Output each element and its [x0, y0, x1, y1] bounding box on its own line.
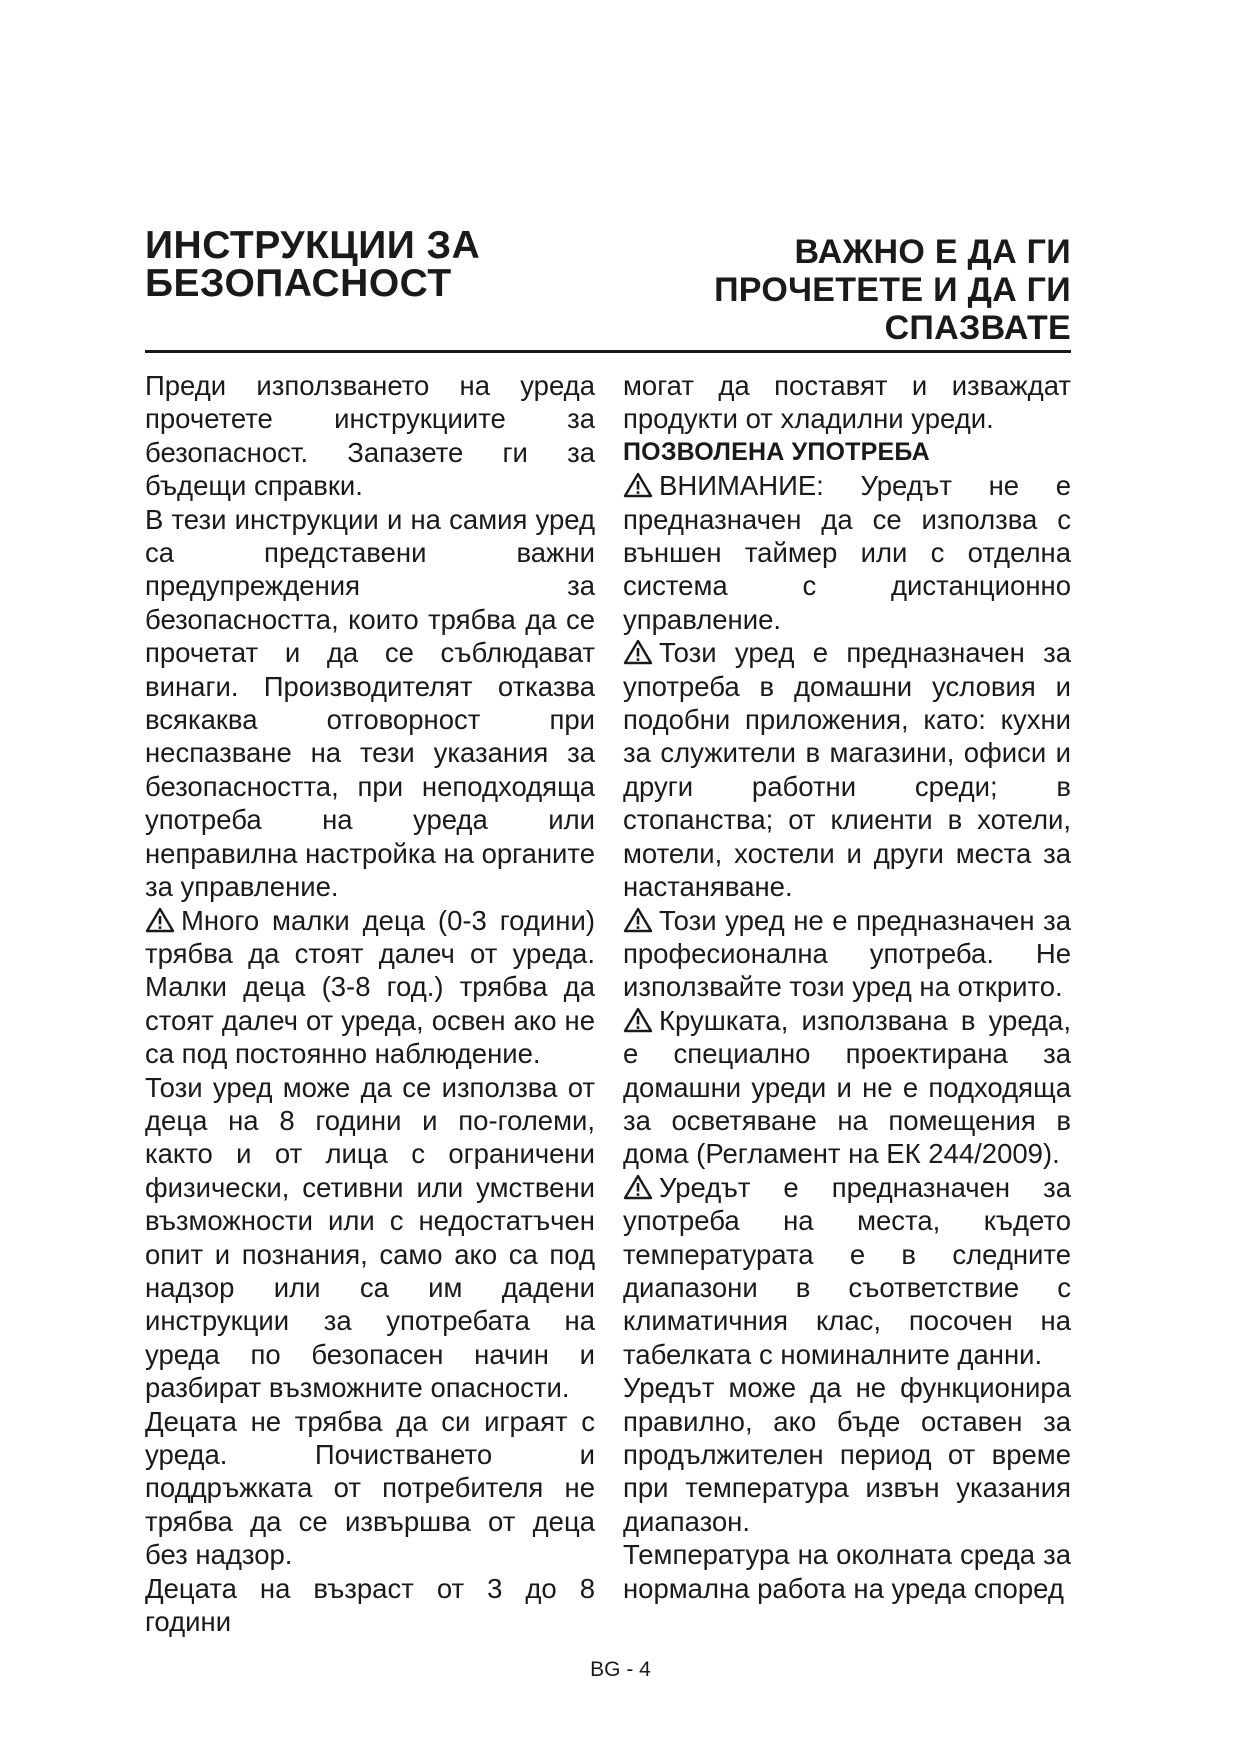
paragraph-ambient-temperature: Температура на околната среда за нормална работа на уреда според [623, 1539, 1071, 1604]
paragraph-bulb [623, 1004, 1071, 1171]
page-title-line-1: ИНСТРУКЦИИ ЗА [145, 224, 481, 267]
warning-triangle-icon [145, 907, 175, 933]
page-header [145, 225, 1071, 355]
paragraph-climate-class [623, 1171, 1071, 1371]
paragraph-children-over-8: Този уред може да се използва от деца на 8 години и по-големи, както и от лица с ограничени физически, сетивни или умствени възможности или с недостатъчен опит и познания, само ако са под надзор или са им дадени инструкции за употребата на уреда по безопасен начин и разбират възможните опасности. [145, 1071, 595, 1404]
page-subtitle-line-1: ВАЖНО Е ДА ГИ [794, 233, 1071, 271]
page-title-line-2: БЕЗОПАСНОСТ [145, 262, 452, 305]
paragraph-children-3-8: Децата на възраст от 3 до 8 години [145, 1572, 595, 1638]
paragraph-not-professional-text: Този уред не е предназначен за професионална употреба. Не използвайте този уред на открито. [623, 904, 1071, 1003]
paragraph-bulb-text: Крушката, използвана в уреда, е специално проектирана за домашни уреди и не е подходяща за осветяване на помещения в дома (Регламент на ЕК 244/2009). [623, 1004, 1071, 1170]
page-number: BG - 4 [590, 1658, 651, 1681]
paragraph-read-instructions: Преди използването на уреда прочетете инструкциите за безопасност. Запазете ги за бъдещи справки. [145, 370, 595, 502]
page-subtitle-line-2: ПРОЧЕТЕТЕ И ДА ГИ [714, 271, 1071, 309]
warning-triangle-icon [623, 639, 653, 665]
header-divider [145, 350, 1071, 353]
page-subtitle [714, 233, 1071, 347]
left-column [145, 369, 595, 1638]
paragraph-warnings-notice: В тези инструкции и на самия уред са представени важни предупреждения за безопасността, които трябва да се прочетат и да се съблюдават винаги. Производителят отказва всякаква отговорност при неспазване на тези указания за безопасността, при неподходяща употреба на уреда или неправилна настройка на органите за управление. [145, 503, 596, 903]
page-subtitle-line-3: СПАЗВАТЕ [884, 309, 1071, 347]
warning-triangle-icon [623, 1007, 653, 1033]
page-title [145, 224, 481, 305]
paragraph-household-use-text: Този уред е предназначен за употреба в домашни условия и подобни приложения, като: кухни за служители в магазини, офиси и други работни среди; в стопанства; от клиенти в хотели, мотели, хостели и други места за настаняване. [623, 637, 1071, 903]
warning-triangle-icon [623, 472, 653, 498]
paragraph-not-professional [623, 904, 1071, 1004]
paragraph-load-unload: могат да поставят и изваждат продукти от хладилни уреди. [623, 370, 1071, 435]
paragraph-small-children-text: Много малки деца (0-3 години) трябва да стоят далеч от уреда. Малки деца (3-8 год.) трябва да стоят далеч от уреда, освен ако не са под постоянно наблюдение. [145, 904, 595, 1070]
subheading-permitted-use: ПОЗВОЛЕНА УПОТРЕБА [623, 437, 930, 466]
paragraph-small-children [145, 904, 595, 1071]
paragraph-household-use [623, 636, 1071, 903]
warning-triangle-icon [623, 1174, 653, 1200]
paragraph-climate-class-text: Уредът е предназначен за употреба на места, където температурата е в следните диапазони в съответствие с климатичния клас, посочен на табелката с номиналните данни. [623, 1171, 1071, 1370]
warning-triangle-icon [623, 907, 653, 933]
paragraph-timer-warning-text: ВНИМАНИЕ: Уредът не е предназначен да се използва с външен таймер или с отделна система с дистанционно управление. [623, 470, 1071, 635]
paragraph-timer-warning [623, 469, 1071, 636]
paragraph-children-play: Децата не трябва да си играят с уреда. Почистването и поддръжката от потребителя не трябва да се извършва от деца без надзор. [145, 1405, 595, 1571]
right-column [623, 369, 1071, 1605]
paragraph-malfunction: Уредът може да не функционира правилно, ако бъде оставен за продължителен период от време при температура извън указания диапазон. [623, 1372, 1071, 1537]
